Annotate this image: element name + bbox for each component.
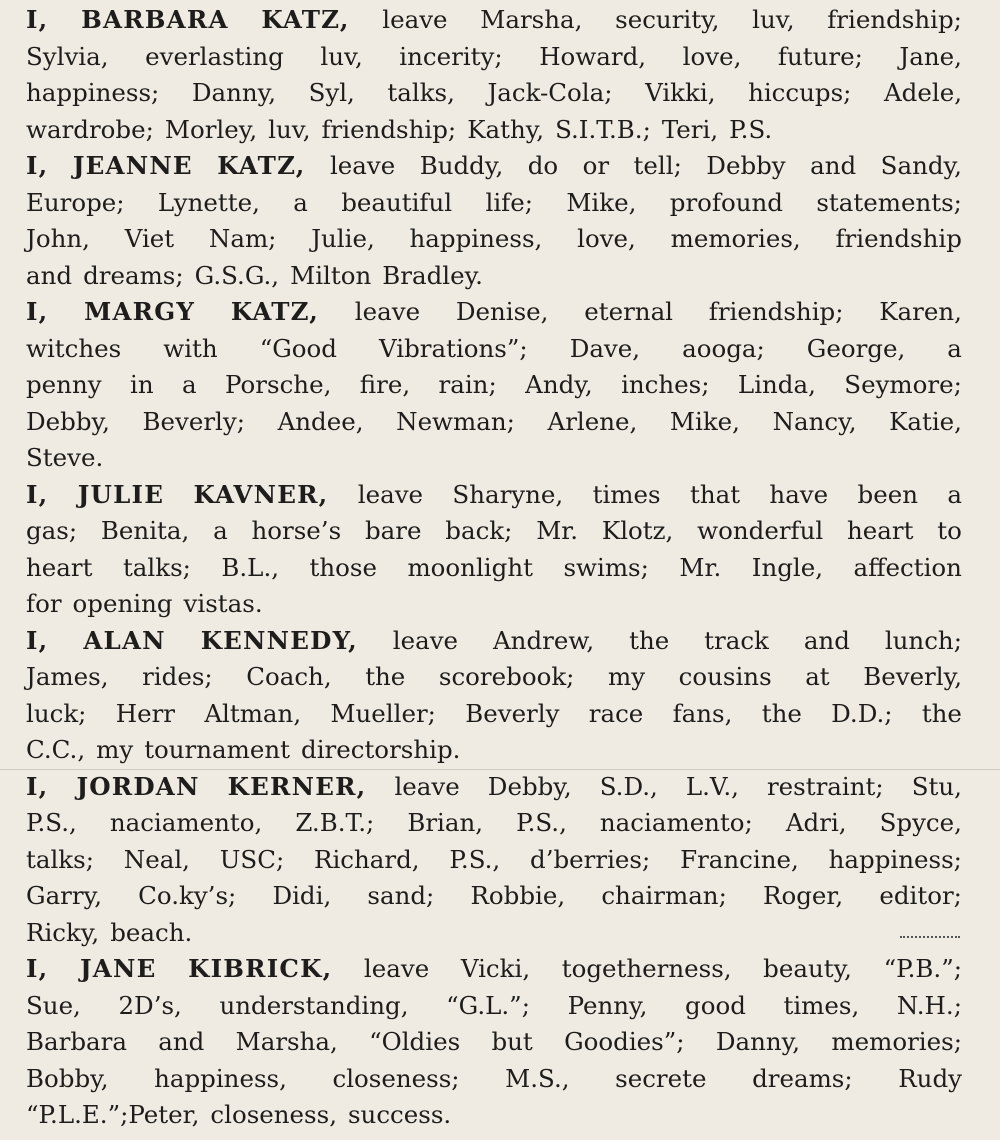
word: and bbox=[26, 260, 73, 290]
word: dreams; bbox=[752, 1063, 853, 1093]
entry-line bbox=[26, 221, 962, 258]
word: Danny, bbox=[191, 78, 277, 107]
word: Marsha, bbox=[480, 5, 583, 34]
entry-line bbox=[26, 1061, 962, 1098]
entry-line bbox=[26, 988, 962, 1025]
word: with bbox=[163, 333, 218, 363]
word: Katie, bbox=[889, 406, 962, 436]
word: Barbara bbox=[26, 1027, 127, 1056]
word: inches; bbox=[621, 370, 710, 399]
word: Sandy, bbox=[880, 151, 962, 180]
word: John, bbox=[26, 224, 90, 253]
word: dreams; bbox=[83, 260, 184, 290]
word: beach. bbox=[110, 917, 193, 947]
word: Morley, bbox=[164, 114, 258, 144]
word: Teri, bbox=[661, 114, 719, 144]
entry-line bbox=[26, 185, 962, 222]
will-entry bbox=[26, 2, 962, 148]
word: Vikki, bbox=[645, 78, 716, 107]
word: beautiful bbox=[341, 187, 453, 217]
word: and bbox=[158, 1027, 205, 1056]
entry-first-line bbox=[26, 623, 962, 660]
word: closeness; bbox=[332, 1063, 460, 1093]
person-name-word: KATZ, bbox=[230, 297, 320, 326]
word: directorship. bbox=[301, 735, 461, 764]
word: USC; bbox=[219, 844, 285, 874]
entry-line bbox=[26, 39, 962, 76]
word: profound bbox=[669, 187, 783, 217]
word: happiness; bbox=[26, 78, 160, 107]
word: B.L., bbox=[221, 552, 280, 582]
word: to bbox=[937, 516, 962, 545]
word: luv, bbox=[752, 5, 795, 34]
word: heart bbox=[26, 552, 93, 582]
word: love, bbox=[577, 224, 636, 253]
word: those bbox=[309, 552, 377, 582]
word: P.S., bbox=[26, 808, 77, 837]
person-name-word: JEANNE bbox=[72, 151, 193, 180]
word: but bbox=[491, 1027, 533, 1056]
entry-line bbox=[26, 805, 962, 842]
word: track bbox=[704, 625, 769, 655]
word: Adri, bbox=[785, 808, 847, 837]
word: in bbox=[130, 370, 154, 399]
entry-first-line bbox=[26, 951, 962, 988]
word: Linda, bbox=[737, 370, 816, 399]
word: hiccups; bbox=[748, 78, 852, 107]
word: “Oldies bbox=[369, 1027, 461, 1056]
word: do bbox=[527, 151, 559, 180]
word: Mike, bbox=[669, 406, 740, 436]
word: horse’s bbox=[251, 516, 342, 545]
word: Rudy bbox=[898, 1063, 962, 1093]
word: Lynette, bbox=[157, 187, 260, 217]
person-name-word: I, bbox=[26, 5, 49, 34]
word: restraint; bbox=[766, 771, 884, 801]
word: cousins bbox=[678, 662, 772, 691]
word: Z.B.T.; bbox=[295, 808, 375, 837]
word: the bbox=[365, 662, 406, 691]
entry-line bbox=[26, 878, 962, 915]
entry-first-line bbox=[26, 294, 962, 331]
word: life; bbox=[485, 187, 533, 217]
word: leave bbox=[363, 954, 430, 983]
word: a bbox=[213, 516, 228, 545]
word: Adele, bbox=[883, 78, 962, 107]
word: my bbox=[96, 735, 134, 764]
person-name-word: I, bbox=[26, 954, 49, 983]
word: good bbox=[685, 990, 746, 1020]
entry-first-line bbox=[26, 148, 962, 185]
will-entry bbox=[26, 769, 962, 952]
person-name-word: KATZ, bbox=[217, 151, 306, 180]
word: Penny, bbox=[567, 990, 648, 1020]
person-name-word: JORDAN bbox=[76, 771, 200, 801]
word: Newman; bbox=[396, 406, 515, 436]
word: leave bbox=[357, 479, 424, 509]
word: or bbox=[582, 151, 610, 180]
word: race bbox=[588, 698, 644, 728]
word: S.I.T.B.; bbox=[555, 114, 651, 144]
word: naciamento; bbox=[599, 808, 753, 837]
word: and bbox=[810, 151, 857, 180]
document-page bbox=[0, 2, 1000, 1140]
entry-line bbox=[26, 659, 962, 696]
word: Mike, bbox=[566, 187, 637, 217]
word: Porsche, bbox=[225, 370, 332, 399]
word: N.H.; bbox=[896, 990, 962, 1020]
person-name-word: MARGY bbox=[84, 297, 196, 326]
word: witches bbox=[26, 333, 122, 363]
word: the bbox=[629, 625, 670, 655]
word: S.D., bbox=[599, 771, 658, 801]
word: a bbox=[293, 187, 308, 217]
word: Milton bbox=[290, 260, 372, 290]
word: Debby, bbox=[487, 771, 572, 801]
word: Benita, bbox=[100, 516, 190, 545]
word: togetherness, bbox=[561, 954, 732, 983]
word: luv, bbox=[268, 114, 311, 144]
word: been bbox=[857, 479, 918, 509]
person-name-word: ALAN bbox=[83, 625, 166, 655]
word: Ricky, bbox=[26, 917, 100, 947]
word: Marsha, bbox=[235, 1027, 338, 1056]
word: a bbox=[947, 333, 962, 363]
person-name-word: BARBARA bbox=[81, 5, 229, 34]
word: editor; bbox=[879, 881, 962, 910]
word: tell; bbox=[633, 151, 682, 180]
word: memories; bbox=[831, 1027, 962, 1056]
word: P.S., bbox=[449, 844, 501, 874]
word: Stu, bbox=[911, 771, 962, 801]
word: luck; bbox=[26, 698, 87, 728]
dotted-mark bbox=[900, 936, 960, 938]
word: penny bbox=[26, 370, 102, 399]
word: at bbox=[805, 662, 830, 691]
entry-line bbox=[26, 367, 962, 404]
word: Debby, bbox=[26, 406, 110, 436]
word: Andrew, bbox=[492, 625, 595, 655]
word: M.S., bbox=[505, 1063, 570, 1093]
word: statements; bbox=[816, 187, 962, 217]
word: Andee, bbox=[277, 406, 364, 436]
word: bare bbox=[364, 516, 422, 545]
word: Mr. bbox=[679, 552, 722, 582]
word: sand; bbox=[367, 881, 435, 910]
word: Nam; bbox=[208, 224, 277, 253]
word: luv, bbox=[320, 41, 363, 71]
word: Bradley. bbox=[382, 260, 483, 290]
word: Didi, bbox=[272, 881, 332, 910]
word: Sharyne, bbox=[452, 479, 564, 509]
will-entry bbox=[26, 623, 962, 769]
word: happiness, bbox=[409, 224, 543, 253]
entry-line bbox=[26, 75, 962, 112]
word: Klotz, bbox=[601, 516, 674, 545]
word: fans, bbox=[672, 698, 733, 728]
word: Arlene, bbox=[547, 406, 638, 436]
entry-line bbox=[26, 696, 962, 733]
word: for bbox=[26, 589, 62, 618]
word: George, bbox=[806, 333, 906, 363]
word: have bbox=[769, 479, 829, 509]
word: Beverly bbox=[465, 698, 560, 728]
word: “P.L.E.”;Peter, bbox=[26, 1100, 200, 1129]
word: Danny, bbox=[715, 1027, 801, 1056]
word: Bobby, bbox=[26, 1063, 109, 1093]
word: Vicki, bbox=[460, 954, 531, 983]
person-name-word: KAVNER, bbox=[193, 479, 329, 509]
word: back; bbox=[445, 516, 513, 545]
word: leave bbox=[392, 625, 459, 655]
word: Mr. bbox=[536, 516, 579, 545]
section-divider bbox=[0, 769, 1000, 770]
word: talks; bbox=[26, 844, 94, 874]
entry-line bbox=[26, 258, 962, 295]
word: d’berries; bbox=[530, 844, 651, 874]
word: Sue, bbox=[26, 990, 81, 1020]
word: Andy, bbox=[525, 370, 593, 399]
word: Seymore; bbox=[844, 370, 962, 399]
word: a bbox=[947, 479, 962, 509]
word: P.S., bbox=[516, 808, 567, 837]
entries-list bbox=[26, 2, 962, 1134]
word: success. bbox=[347, 1100, 452, 1129]
word: wonderful bbox=[697, 516, 824, 545]
entry-first-line bbox=[26, 2, 962, 39]
word: Kathy, bbox=[467, 114, 545, 144]
word: vistas. bbox=[183, 589, 263, 618]
word: Syl, bbox=[308, 78, 355, 107]
word: scorebook; bbox=[438, 662, 575, 691]
word: leave bbox=[354, 297, 421, 326]
word: Karen, bbox=[879, 297, 962, 326]
word: Brian, bbox=[407, 808, 484, 837]
word: Denise, bbox=[455, 297, 549, 326]
will-entry bbox=[26, 477, 962, 623]
word: “Good bbox=[259, 333, 337, 363]
word: times, bbox=[783, 990, 860, 1020]
word: Garry, bbox=[26, 881, 102, 910]
person-name-word: I, bbox=[26, 771, 49, 801]
word: chairman; bbox=[601, 881, 727, 910]
word: happiness; bbox=[828, 844, 962, 874]
word: Steve. bbox=[26, 443, 104, 472]
person-name-word: JANE bbox=[80, 954, 157, 983]
word: leave bbox=[382, 5, 448, 34]
word: talks, bbox=[387, 78, 455, 107]
entry-line bbox=[26, 513, 962, 550]
word: Coach, bbox=[246, 662, 332, 691]
word: L.V., bbox=[685, 771, 739, 801]
person-name-word: JULIE bbox=[77, 479, 165, 509]
word: tournament bbox=[144, 735, 291, 764]
word: the bbox=[761, 698, 802, 728]
word: Sylvia, bbox=[26, 41, 109, 71]
word: eternal bbox=[584, 297, 674, 326]
word: fire, bbox=[359, 370, 411, 399]
word: Spyce, bbox=[879, 808, 962, 837]
entry-line bbox=[26, 112, 962, 149]
word: leave bbox=[394, 771, 460, 801]
entry-line bbox=[26, 404, 962, 441]
word: times bbox=[592, 479, 661, 509]
word: gas; bbox=[26, 516, 78, 545]
word: Buddy, bbox=[419, 151, 504, 180]
entry-line bbox=[26, 842, 962, 879]
word: lunch; bbox=[884, 625, 962, 655]
word: James, bbox=[26, 662, 109, 691]
word: Nancy, bbox=[772, 406, 857, 436]
word: opening bbox=[72, 589, 173, 618]
person-name-word: I, bbox=[26, 297, 49, 326]
word: beauty, bbox=[763, 954, 852, 983]
word: rides; bbox=[142, 662, 213, 691]
word: Robbie, bbox=[470, 881, 566, 910]
entry-line bbox=[26, 732, 962, 769]
word: Herr bbox=[115, 698, 176, 728]
word: heart bbox=[847, 516, 914, 545]
word: a bbox=[182, 370, 197, 399]
entry-first-line bbox=[26, 769, 962, 806]
word: happiness, bbox=[154, 1063, 287, 1093]
word: Vibrations”; bbox=[379, 333, 528, 363]
word: Co.ky’s; bbox=[138, 881, 237, 910]
word: Jack-Cola; bbox=[487, 78, 613, 107]
person-name-word: KATZ, bbox=[261, 5, 350, 34]
person-name-word: I, bbox=[26, 625, 49, 655]
entry-line bbox=[26, 586, 962, 623]
word: swims; bbox=[563, 552, 649, 582]
word: friendship; bbox=[827, 5, 962, 34]
word: G.S.G., bbox=[194, 260, 280, 290]
word: Beverly, bbox=[863, 662, 962, 691]
word: D.D.; bbox=[831, 698, 893, 728]
word: Europe; bbox=[26, 187, 125, 217]
word: “G.L.”; bbox=[446, 990, 530, 1020]
word: rain; bbox=[438, 370, 497, 399]
word: Roger, bbox=[763, 881, 844, 910]
will-entry bbox=[26, 294, 962, 477]
word: incerity; bbox=[399, 41, 503, 71]
entry-line bbox=[26, 331, 962, 368]
word: Ingle, bbox=[751, 552, 824, 582]
word: future; bbox=[777, 41, 863, 71]
word: moonlight bbox=[407, 552, 533, 582]
word: closeness, bbox=[210, 1100, 337, 1129]
word: Viet bbox=[124, 224, 175, 253]
word: Dave, bbox=[569, 333, 641, 363]
word: understanding, bbox=[219, 990, 409, 1020]
word: Jane, bbox=[899, 41, 962, 71]
word: the bbox=[921, 698, 962, 728]
entry-line bbox=[26, 550, 962, 587]
word: leave bbox=[329, 151, 396, 180]
word: friendship; bbox=[708, 297, 844, 326]
will-entry bbox=[26, 951, 962, 1134]
entry-line bbox=[26, 440, 962, 477]
word: Mueller; bbox=[330, 698, 436, 728]
word: 2D’s, bbox=[118, 990, 182, 1020]
person-name-word: I, bbox=[26, 151, 49, 180]
word: memories, bbox=[670, 224, 801, 253]
word: Julie, bbox=[311, 224, 375, 253]
word: friendship bbox=[835, 224, 962, 253]
word: friendship; bbox=[321, 114, 457, 144]
word: Beverly; bbox=[142, 406, 245, 436]
will-entry bbox=[26, 148, 962, 294]
word: naciamento, bbox=[109, 808, 263, 837]
word: Altman, bbox=[204, 698, 302, 728]
word: aooga; bbox=[682, 333, 765, 363]
word: Goodies”; bbox=[564, 1027, 685, 1056]
word: Debby bbox=[706, 151, 786, 180]
word: Francine, bbox=[680, 844, 799, 874]
word: everlasting bbox=[145, 41, 284, 71]
word: P.S. bbox=[729, 114, 773, 144]
word: talks; bbox=[122, 552, 191, 582]
person-name-word: KERNER, bbox=[227, 771, 367, 801]
person-name-word: KIBRICK, bbox=[188, 954, 333, 983]
word: security, bbox=[615, 5, 720, 34]
word: “P.B.”; bbox=[883, 954, 962, 983]
word: Richard, bbox=[314, 844, 420, 874]
word: and bbox=[803, 625, 850, 655]
entry-line bbox=[26, 1024, 962, 1061]
entry-line bbox=[26, 915, 962, 952]
word: wardrobe; bbox=[26, 114, 154, 144]
word: my bbox=[607, 662, 646, 691]
entry-first-line bbox=[26, 477, 962, 514]
word: Howard, bbox=[539, 41, 647, 71]
word: that bbox=[689, 479, 741, 509]
word: love, bbox=[682, 41, 742, 71]
word: secrete bbox=[615, 1063, 707, 1093]
word: Neal, bbox=[123, 844, 190, 874]
entry-line bbox=[26, 1097, 962, 1134]
word: C.C., bbox=[26, 735, 86, 764]
person-name-word: I, bbox=[26, 479, 49, 509]
person-name-word: KENNEDY, bbox=[200, 625, 358, 655]
word: affection bbox=[853, 552, 962, 582]
